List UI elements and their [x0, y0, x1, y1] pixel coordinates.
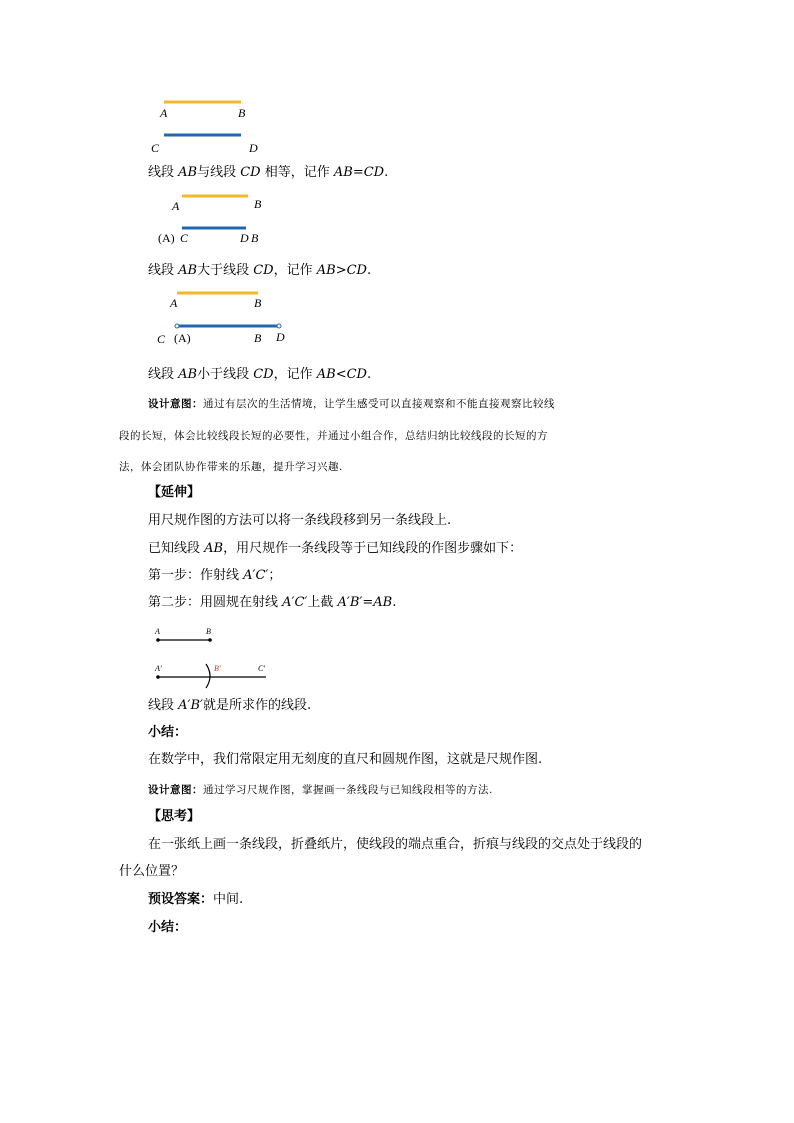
summary-1-text: 在数学中，我们常限定用无刻度的直尺和圆规作图，这就是尺规作图.	[148, 752, 543, 767]
statement-less: 线段 AB小于线段 CD，记作 AB<CD.	[148, 367, 372, 382]
point-label-b: B	[238, 106, 246, 120]
statement-equal: 线段 AB与线段 CD 相等，记作 AB=CD.	[148, 165, 389, 180]
statement-greater: 线段 AB大于线段 CD，记作 AB>CD.	[148, 263, 372, 278]
point-label-a: A	[155, 627, 160, 636]
point-label-b: B	[206, 627, 211, 636]
compass-arc	[206, 664, 210, 688]
point-label-a-paren: (A)	[174, 331, 191, 345]
think-line2: 什么位置？	[119, 864, 185, 879]
summary-1-label: 小结：	[148, 725, 188, 740]
design-intent-label: 设计意图：	[148, 398, 203, 410]
design-intent-1-line1: 设计意图：通过有层次的生活情境，让学生感受可以直接观察和不能直接观察比较线	[148, 398, 555, 410]
think-heading: 【思考】	[148, 809, 201, 824]
result-statement: 线段 A′B′就是所求作的线段.	[148, 698, 312, 713]
summary-2-label: 小结：	[148, 920, 188, 935]
point-b	[208, 638, 212, 642]
point-label-d: D	[249, 141, 258, 155]
point-label-c: C	[157, 332, 166, 346]
point-label-d: D	[240, 231, 249, 245]
point-label-b: B	[254, 296, 262, 310]
extension-step2: 第二步：用圆规在射线 A′C′上截 A′B′=AB.	[148, 595, 397, 610]
point-label-b2: B	[254, 331, 262, 345]
point-label-b: B	[254, 197, 262, 211]
point-label-a-paren: (A)	[158, 231, 175, 245]
design-intent-2: 设计意图：通过学习尺规作图，掌握画一条线段与已知线段相等的方法.	[148, 784, 493, 796]
think-line1: 在一张纸上画一条线段，折叠纸片，使线段的端点重合，折痕与线段的交点处于线段的	[148, 837, 643, 852]
preset-answer: 预设答案：中间.	[148, 892, 244, 907]
point-label-a: A	[172, 199, 180, 213]
design-intent-1-line2: 段的长短，体会比较线段长短的必要性，并通过小组合作，总结归纳比较线段的长短的方	[119, 430, 548, 442]
point-label-c-prime: C′	[258, 664, 266, 673]
extension-heading: 【延伸】	[148, 485, 201, 500]
point-label-a: A	[160, 106, 168, 120]
point-label-b-overlap: B	[251, 231, 259, 245]
point-label-d: D	[276, 330, 285, 344]
point-a-prime	[156, 675, 160, 679]
point-a	[156, 638, 160, 642]
point-label-c: C	[180, 231, 189, 245]
extension-p2: 已知线段 AB，用尺规作一条线段等于已知线段的作图步骤如下：	[148, 541, 523, 556]
point-label-b-prime: B′	[214, 664, 221, 673]
design-intent-1-line3: 法，体会团队协作带来的乐趣，提升学习兴趣.	[119, 461, 343, 473]
extension-p1: 用尺规作图的方法可以将一条线段移到另一条线段上.	[148, 513, 452, 528]
extension-step1: 第一步：作射线 A′C′；	[148, 568, 282, 583]
point-label-a-prime: A′	[155, 664, 162, 673]
point-label-a: A	[170, 296, 178, 310]
point-label-c: C	[151, 141, 160, 155]
